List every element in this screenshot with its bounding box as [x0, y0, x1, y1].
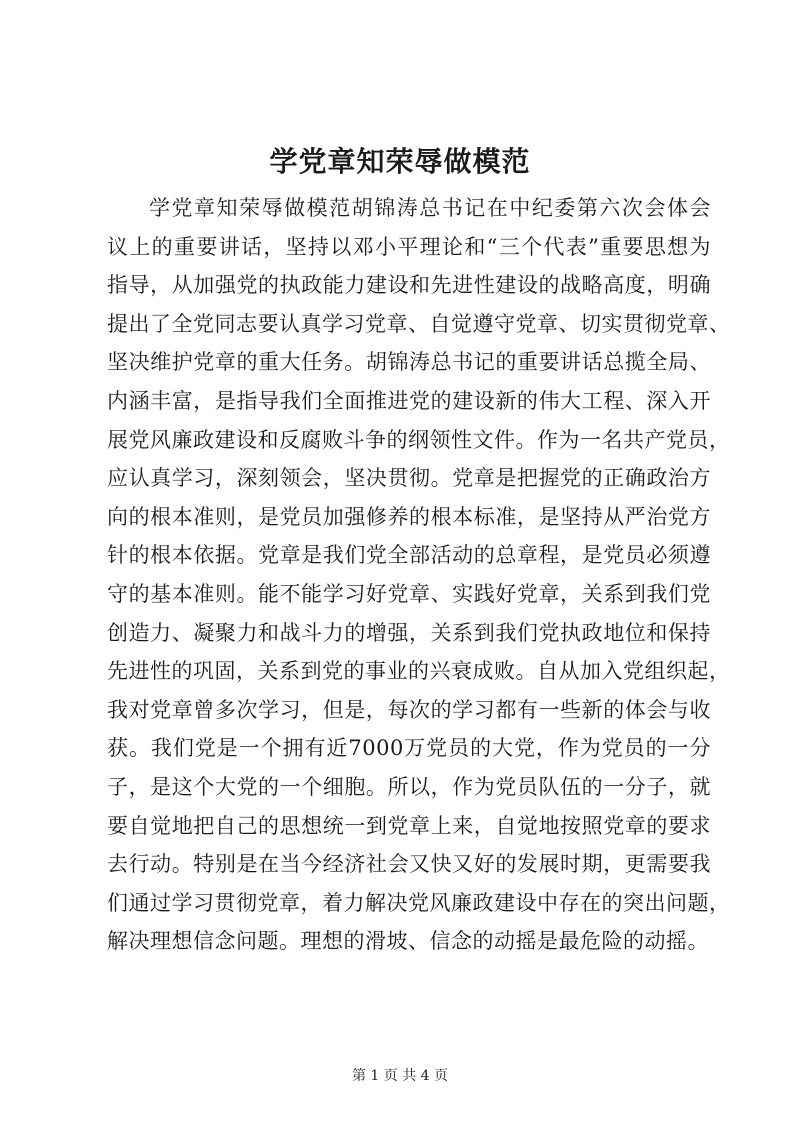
text-line: 展党风廉政建设和反腐败斗争的纲领性文件。作为一名共产党员，	[107, 427, 731, 452]
text-line: 内涵丰富，是指导我们全面推进党的建设新的伟大工程、深入开	[107, 388, 711, 413]
text-line: 我对党章曾多次学习，但是，每次的学习都有一些新的体会与收	[107, 697, 711, 722]
text-line: 议上的重要讲话，坚持以邓小平理论和“三个代表”重要思想为	[107, 234, 711, 259]
text-line: 创造力、凝聚力和战斗力的增强，关系到我们党执政地位和保持	[107, 620, 711, 645]
text-line: 学党章知荣辱做模范胡锦涛总书记在中纪委第六次会体会	[149, 196, 711, 220]
text-line: 指导，从加强党的执政能力建设和先进性建设的战略高度，明确	[107, 273, 711, 298]
text-line: 获。我们党是一个拥有近7000万党员的大党，作为党员的一分	[107, 736, 711, 761]
body-paragraph	[107, 189, 731, 961]
text-line: 向的根本准则，是党员加强修养的根本标准，是坚持从严治党方	[107, 504, 711, 529]
text-line: 们通过学习贯彻党章，着力解决党风廉政建设中存在的突出问题，	[107, 890, 731, 915]
text-line: 守的基本准则。能不能学习好党章、实践好党章，关系到我们党	[107, 581, 711, 606]
text-line: 先进性的巩固，关系到党的事业的兴衰成败。自从加入党组织起，	[107, 659, 731, 684]
text-line: 提出了全党同志要认真学习党章、自觉遵守党章、切实贯彻党章、	[107, 311, 731, 336]
page-footer: 第 1 页 共 4 页	[351, 1068, 449, 1084]
document-title: 学党章知荣辱做模范	[269, 145, 531, 178]
text-line: 坚决维护党章的重大任务。胡锦涛总书记的重要讲话总揽全局、	[107, 350, 711, 375]
text-line: 应认真学习，深刻领会，坚决贯彻。党章是把握党的正确政治方	[107, 466, 711, 491]
text-line: 去行动。特别是在当今经济社会又快又好的发展时期，更需要我	[107, 852, 711, 877]
text-line: 针的根本依据。党章是我们党全部活动的总章程，是党员必须遵	[107, 543, 711, 568]
text-line: 要自觉地把自己的思想统一到党章上来，自觉地按照党章的要求	[107, 813, 711, 838]
text-line: 解决理想信念问题。理想的滑坡、信念的动摇是最危险的动摇。	[107, 929, 709, 954]
text-line: 子，是这个大党的一个细胞。所以，作为党员队伍的一分子，就	[107, 774, 711, 799]
